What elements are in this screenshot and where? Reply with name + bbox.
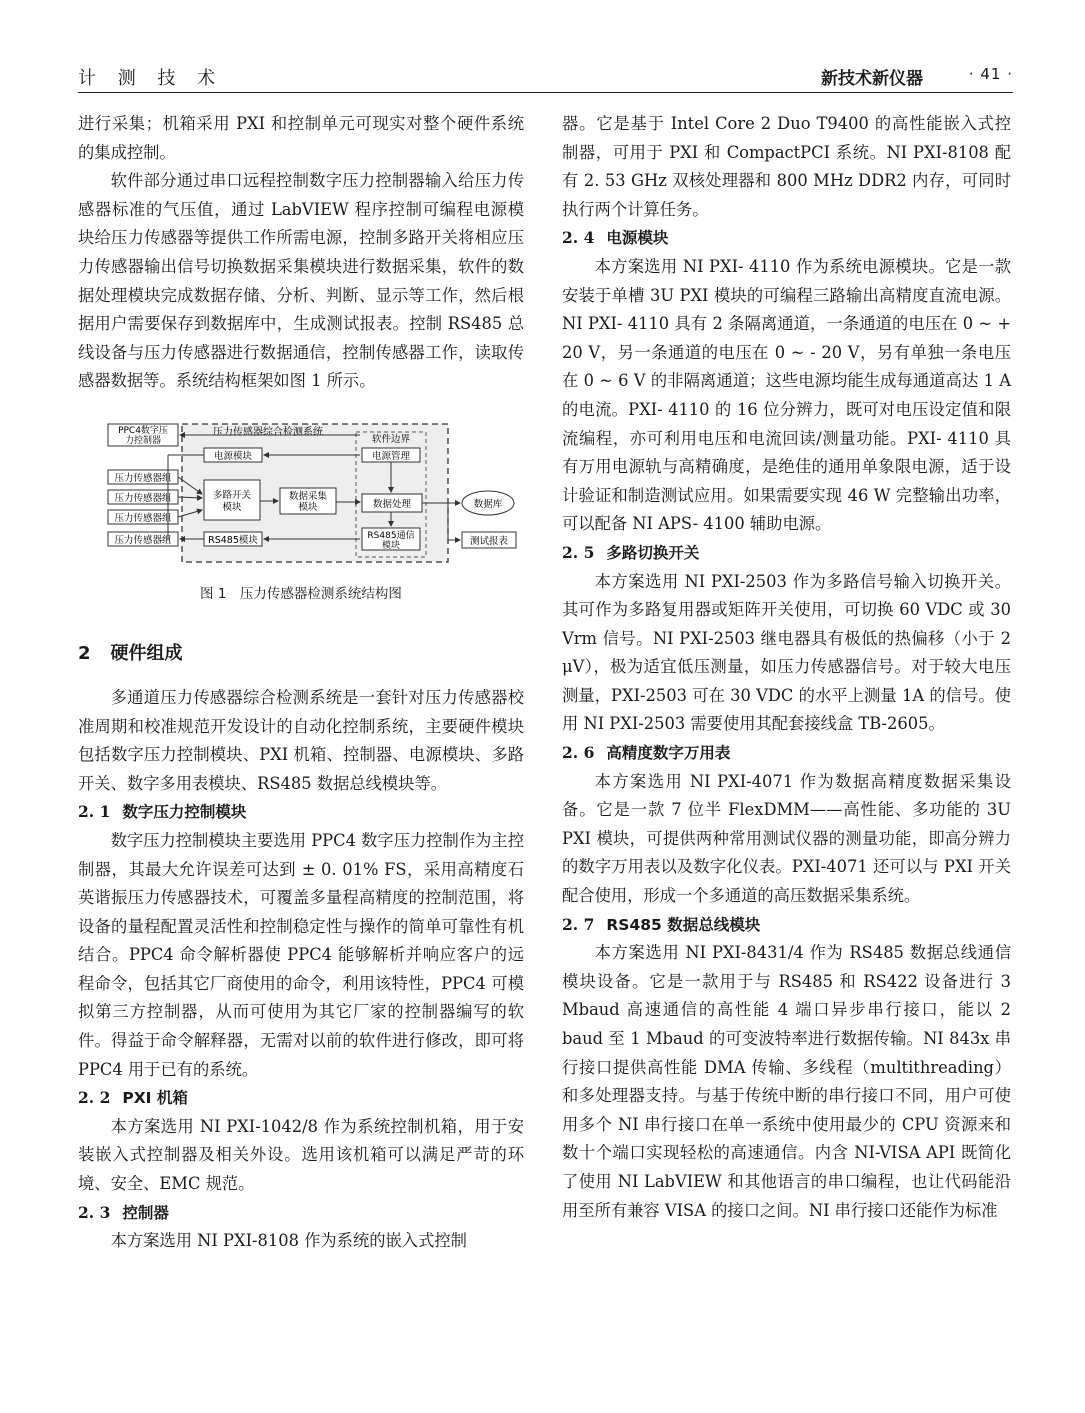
right-column [562, 110, 1011, 1225]
subsection-title: PXI 机箱 [122, 1089, 188, 1108]
subsection-title: 多路切换开关 [606, 543, 700, 562]
ppc4-label-2: 力控制器 [124, 435, 162, 446]
paragraph: 器。它是基于 Intel Core 2 Duo T9400 的高性能嵌入式控制器，可用于 PXI 和 CompactPCI 系统。NI PXI-8108 配有 2. 53 GHz 双核处理器和 800 MHz DDR2 内存，可同时执行两个计算任务。 [562, 114, 1011, 219]
paragraph: 本方案选用 NI PXI- 4110 作为系统电源模块。它是一款安装于单槽 3U PXI 模块的可编程三路输出高精度直流电源。NI PXI- 4110 具有 2 条隔离通道，一条通道的电压在 0 ~ + 20 V，另一条通道的电压在 0 ~ - 20 V，另有单独一条电压在 0 ~ 6 V 的非隔离通道；这些电源均能生成每通道高达 1 A 的电流。PXI- 4110 的 16 位分辨力，既可对电压设定值和限流编程，亦可利用电压和电流回读/测量功能。PXI- 4110 具有万用电源轨与高精确度，是绝佳的通用单象限电源，适于设计验证和制造测试应用。如果需要实现 46 W 完整输出功率，可以配备 NI APS- 4100 辅助电源。 [562, 256, 1011, 534]
subsection-heading [562, 539, 1011, 568]
subsection-heading [562, 224, 1011, 253]
data-proc-label: 数据处理 [372, 498, 412, 510]
paragraph: 进行采集；机箱采用 PXI 和控制单元可现实对整个硬件系统的集成控制。 [78, 114, 524, 162]
database-label: 数据库 [473, 498, 503, 510]
report-label: 测试报表 [469, 535, 509, 547]
subsection-number: 2. 3 [78, 1202, 111, 1222]
subsection-number: 2. 5 [562, 542, 595, 562]
software-label: 软件边界 [371, 433, 411, 445]
paragraph: 数字压力控制模块主要选用 PPC4 数字压力控制作为主控制器，其最大允许误差可达到 ± 0. 01% FS，采用高精度石英谐振压力传感器技术，可覆盖多量程高精度的控制范围，将设备的量程配置灵活性和控制稳定性与操作的简单可靠性有机结合。PPC4 命令解析器使 PPC4 能够解析并响应客户的远程命令，包括其它厂商使用的命令，利用该特性，PPC4 可模拟第三方控制器，从而可使用为其它厂家的控制器编写的软件。得益于命令解释器，无需对以前的软件进行修改，即可将 PPC4 用于已有的系统。 [78, 830, 524, 1079]
rs485-module-label: RS485模块 [208, 534, 258, 546]
subsection-number: 2. 1 [78, 802, 111, 822]
power-module-label: 电源模块 [213, 450, 253, 462]
paragraph: 多通道压力传感器综合检测系统是一套针对压力传感器校准周期和校准规范开发设计的自动化控制系统，主要硬件模块包括数字压力控制模块、PXI 机箱、控制器、电源模块、多路开关、数字多用表模块、RS485 数据总线模块等。 [78, 687, 524, 793]
paragraph: 本方案选用 NI PXI-8431/4 作为 RS485 数据总线通信模块设备。它是一款用于与 RS485 和 RS422 设备进行 3 Mbaud 高速通信的高性能 4 端口异步串行接口，能以 2 baud 至 1 Mbaud 的可变波特率进行数据传输。NI 843x 串行接口提供高性能 DMA 传输、多线程（multithreading）和多处理器支持。与基于传统中断的串行接口不同，用户可使用多个 NI 串行接口在单一系统中使用最少的 CPU 资源来和数十个端口实现轻松的高速通信。内含 NI-VISA API 既简化了使用 NI LabVIEW 和其他语言的串口编程，也让代码能沿用至所有兼容 VISA 的接口之间。NI 串行接口还能作为标准 [562, 943, 1011, 1220]
paragraph: 本方案选用 NI PXI-1042/8 作为系统控制机箱，用于安装嵌入式控制器及相关外设。选用该机箱可以满足严苛的环境、安全、EMC 规范。 [78, 1116, 524, 1194]
page-header [78, 60, 1013, 93]
paragraph: 本方案选用 NI PXI-8108 作为系统的嵌入式控制 [110, 1231, 467, 1251]
subsection-title: 控制器 [122, 1203, 169, 1222]
subsection-heading [78, 1084, 524, 1113]
subsection-number: 2. 6 [562, 743, 595, 763]
system-diagram [78, 414, 524, 574]
daq-label-1: 数据采集 [288, 490, 328, 502]
mux-label-1: 多路开关 [212, 489, 252, 501]
left-column [78, 110, 524, 1256]
page-number: · 41 · [968, 65, 1013, 83]
section-name: 新技术新仪器 [821, 69, 923, 89]
rs485-comm-label-1: RS485通信 [367, 530, 415, 541]
journal-name: 计 测 技 术 [78, 68, 224, 89]
sensor-group-label: 压力传感器组 [114, 492, 172, 504]
subsection-heading [562, 739, 1011, 768]
power-mgmt-label: 电源管理 [371, 450, 411, 462]
subsection-number: 2. 2 [78, 1088, 111, 1108]
section-title: 硬件组成 [110, 642, 183, 664]
ppc4-label-1: PPC4数字压 [118, 425, 168, 436]
daq-label-2: 模块 [298, 501, 318, 513]
subsection-number: 2. 7 [562, 914, 595, 934]
sensor-group-label: 压力传感器组 [114, 534, 172, 546]
rs485-comm-label-2: 模块 [381, 540, 401, 551]
paragraph: 本方案选用 NI PXI-2503 作为多路信号输入切换开关。其可作为多路复用器或矩阵开关使用，可切换 60 VDC 或 30 Vrm 信号。NI PXI-2503 继电器具有极低的热偏移（小于 2 μV），极为适宜低压测量，如压力传感器信号。对于较大电压测量，PXI-2503 可在 30 VDC 的水平上测量 1A 的信号。使用 NI PXI-2503 需要使用其配套接线盒 TB-2605。 [562, 571, 1011, 734]
diagram-svg [78, 414, 524, 574]
sensor-group-label: 压力传感器组 [114, 472, 172, 484]
subsection-number: 2. 4 [562, 228, 595, 248]
subsection-title: 电源模块 [606, 229, 669, 248]
sensor-group-label: 压力传感器组 [114, 512, 172, 524]
mux-label-2: 模块 [222, 501, 242, 513]
subsection-heading [78, 798, 524, 827]
section-number: 2 [78, 642, 91, 664]
subsection-title: RS485 数据总线模块 [606, 915, 761, 934]
section-heading [78, 640, 524, 668]
figure-caption: 图 1 压力传感器检测系统结构图 [200, 585, 402, 602]
paragraph: 软件部分通过串口远程控制数字压力控制器输入给压力传感器标准的气压值，通过 LabVIEW 程序控制可编程电源模块给压力传感器等提供工作所需电源，控制多路开关将相应压力传感器输出信号切换数据采集模块进行数据采集，软件的数据处理模块完成数据存储、分析、判断、显示等工作，然后根据用户需要保存到数据库中，生成测试报表。控制 RS485 总线设备与压力传感器进行数据通信，控制传感器工作，读取传感器数据等。系统结构框架如图 1 所示。 [78, 171, 524, 391]
subsection-heading [562, 911, 1011, 940]
paragraph: 本方案选用 NI PXI-4071 作为数据高精度数据采集设备。它是一款 7 位半 FlexDMM——高性能、多功能的 3U PXI 模块，可提供两种常用测试仪器的测量功能，即高分辨力的数字万用表以及数字化仪表。PXI-4071 还可以与 PXI 开关配合使用，形成一个多通道的高压数据采集系统。 [562, 771, 1011, 906]
subsection-heading [78, 1199, 524, 1228]
outer-title: 压力传感器综合检测系统 [213, 426, 323, 438]
subsection-title: 高精度数字万用表 [606, 744, 731, 763]
subsection-title: 数字压力控制模块 [122, 803, 247, 822]
